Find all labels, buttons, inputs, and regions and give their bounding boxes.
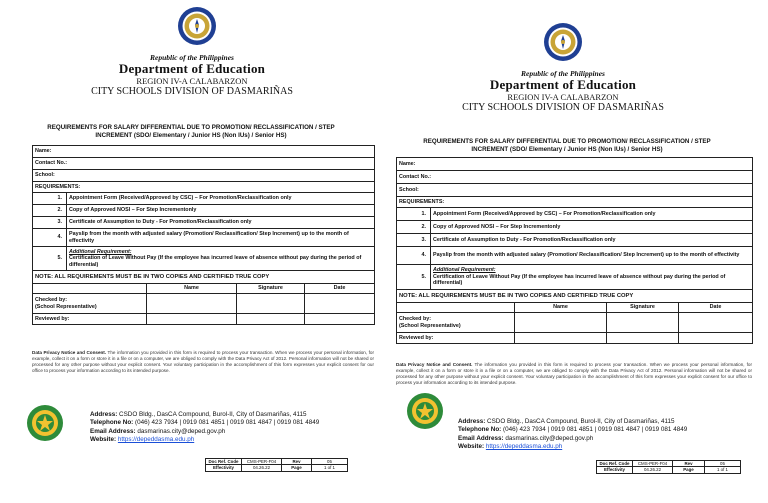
department-name: Department of Education	[489, 77, 637, 92]
col-date-header: Date	[305, 284, 375, 294]
region-name: REGION IV-A CALABARZON	[507, 92, 619, 102]
division-logo-icon	[26, 404, 64, 442]
requirement-item: Copy of Approved NOSI – For Step Incrementonly	[67, 205, 375, 217]
reviewed-by-date-cell[interactable]	[305, 314, 375, 325]
page-value: 1 of 1	[705, 467, 741, 473]
school-rep-text: (School Representative)	[35, 303, 97, 310]
checked-by-label	[397, 313, 515, 333]
division-name: CITY SCHOOLS DIVISION OF DASMARIÑAS	[462, 102, 664, 113]
division-logo-icon	[406, 392, 444, 430]
school-rep-text: (School Representative)	[399, 322, 461, 329]
requirement-item: Payslip from the month with adjusted salary (Promotion/ Reclassification/ Step Increment) up to the month of effectivity	[67, 229, 375, 247]
email-value: dasmarinas.city@deped.gov.ph	[505, 434, 594, 442]
contact-info	[458, 418, 758, 452]
col-name-header: Name	[147, 284, 237, 294]
privacy-notice	[396, 362, 752, 386]
contact-info	[90, 411, 380, 445]
reviewed-by-label: Reviewed by:	[33, 314, 147, 325]
address-label: Address:	[90, 411, 118, 418]
copies-note: NOTE: ALL REQUIREMENTS MUST BE IN TWO COPIES AND CERTIFIED TRUE COPY	[397, 290, 753, 303]
reviewed-by-date-cell[interactable]	[679, 333, 753, 344]
req-number: 3.	[397, 234, 431, 247]
school-field[interactable]: School:	[397, 184, 753, 197]
req-number: 5.	[397, 265, 431, 290]
checked-by-name-cell[interactable]	[147, 294, 237, 314]
division-name: CITY SCHOOLS DIVISION OF DASMARIÑAS	[91, 86, 293, 97]
col-date-header: Date	[679, 303, 753, 313]
req-number: 2.	[397, 221, 431, 234]
form-title-line1: REQUIREMENTS FOR SALARY DIFFERENTIAL DUE TO PROMOTION/ RECLASSIFICATION / STEP	[47, 124, 335, 131]
checked-by-label	[33, 294, 147, 314]
req-number: 1.	[397, 208, 431, 221]
telephone-label: Telephone No:	[458, 426, 502, 434]
privacy-heading: Data Privacy Notice and Consent.	[32, 350, 107, 355]
deped-seal-icon	[177, 6, 217, 46]
address-label: Address:	[458, 418, 486, 425]
reviewed-by-name-cell[interactable]	[515, 333, 607, 344]
effectivity-label: Effectivity	[597, 467, 633, 473]
req-number: 2.	[33, 205, 67, 217]
doc-code-value: CMS-PER-F04	[242, 459, 282, 465]
privacy-notice	[32, 350, 374, 374]
doc-code-label: Doc Ref. Code	[597, 461, 633, 467]
requirement-item	[67, 247, 375, 271]
rev-label: Rev	[673, 461, 705, 467]
requirements-label: REQUIREMENTS:	[397, 197, 753, 208]
telephone-label: Telephone No:	[90, 419, 134, 427]
contact-field[interactable]: Contact No.:	[397, 171, 753, 184]
school-field[interactable]: School:	[33, 170, 375, 182]
checked-by-text: Checked by:	[399, 316, 432, 323]
effectivity-value: 04.26.22	[242, 465, 282, 471]
col-signature-header: Signature	[237, 284, 305, 294]
requirement-item: Appointment Form (Received/Approved by CSC) – For Promotion/Reclassification only	[67, 193, 375, 205]
telephone-value: (046) 423 7934 | 0919 081 4851 | 0919 081 4847 | 0919 081 4849	[503, 426, 688, 434]
doc-code-label: Doc Ref. Code	[206, 459, 242, 465]
website-link[interactable]: https://depeddasma.edu.ph	[117, 436, 195, 444]
checked-by-signature-cell[interactable]	[607, 313, 679, 333]
req-number: 1.	[33, 193, 67, 205]
letterhead	[67, 53, 317, 97]
reviewed-by-label: Reviewed by:	[397, 333, 515, 344]
reviewed-by-signature-cell[interactable]	[607, 333, 679, 344]
additional-requirement-text: Certification of Leave Without Pay (If the employee has incurred leave of absence without pay during the period of differential)	[69, 255, 362, 268]
privacy-body: The information you provided in this form is required to process your transaction. When we process your personal information, for example, collect it on a form or store it in a file or on a computer, we are obliged to comply with the Data Privacy Act of 2012. Personal information will not be shared or processed for any other purpose without your explicit consent. Your voluntary participation in the accomplishment of this form expresses your explicit consent for our office to process your information according to its intended purpose.	[32, 350, 374, 373]
checked-by-name-cell[interactable]	[515, 313, 607, 333]
telephone-value: (046) 423 7934 | 0919 081 4851 | 0919 081 4847 | 0919 081 4849	[135, 419, 320, 427]
republic-text: Republic of the Philippines	[521, 69, 605, 78]
email-value: dasmarinas.city@deped.gov.ph	[137, 427, 226, 435]
name-field[interactable]: Name:	[33, 146, 375, 158]
req-number: 4.	[33, 229, 67, 247]
reviewed-by-signature-cell[interactable]	[237, 314, 305, 325]
rev-value: 05	[705, 461, 741, 467]
form-title-line2: INCREMENT (SDO/ Elementary / Junior HS (Non IUs) / Senior HS)	[471, 145, 663, 153]
requirement-item: Certificate of Assumption to Duty - For Promotion/Reclassification only	[67, 217, 375, 229]
effectivity-label: Effectivity	[206, 465, 242, 471]
deped-seal-icon	[543, 22, 583, 62]
checked-by-text: Checked by:	[35, 297, 68, 304]
rev-value: 05	[312, 459, 348, 465]
website-label: Website:	[90, 436, 117, 444]
doc-ref-table	[205, 458, 348, 472]
copies-note: NOTE: ALL REQUIREMENTS MUST BE IN TWO COPIES AND CERTIFIED TRUE COPY	[33, 271, 375, 284]
col-name-header: Name	[515, 303, 607, 313]
requirement-item: Copy of Approved NOSI – For Step Incrementonly	[431, 221, 753, 234]
doc-code-value: CMS-PER-F04	[633, 461, 673, 467]
req-number: 3.	[33, 217, 67, 229]
page-value: 1 of 1	[312, 465, 348, 471]
checked-by-signature-cell[interactable]	[237, 294, 305, 314]
reviewed-by-name-cell[interactable]	[147, 314, 237, 325]
effectivity-value: 04.26.22	[633, 467, 673, 473]
col-signature-header: Signature	[607, 303, 679, 313]
form-page-right	[384, 0, 768, 503]
form-title	[398, 138, 736, 153]
additional-requirement-text: Certification of Leave Without Pay (If the employee has incurred leave of absence without pay during the period of differential)	[433, 273, 726, 287]
website-link[interactable]: https://depeddasma.edu.ph	[485, 443, 563, 451]
page-label: Page	[673, 467, 705, 473]
form-title	[30, 124, 352, 139]
website-label: Website:	[458, 443, 485, 451]
requirements-label: REQUIREMENTS:	[33, 182, 375, 193]
republic-text: Republic of the Philippines	[150, 53, 234, 62]
email-label: Email Address:	[458, 434, 504, 442]
req-number: 5.	[33, 247, 67, 271]
region-name: REGION IV-A CALABARZON	[136, 76, 248, 86]
name-field[interactable]: Name:	[397, 158, 753, 171]
requirements-form-table	[32, 145, 375, 325]
rev-label: Rev	[282, 459, 312, 465]
additional-requirement-heading: Additional Requirement:	[69, 248, 132, 255]
page-label: Page	[282, 465, 312, 471]
additional-requirement-heading: Additional Requirement:	[433, 267, 496, 274]
letterhead	[438, 69, 688, 113]
privacy-heading: Data Privacy Notice and Consent.	[396, 362, 473, 367]
department-name: Department of Education	[118, 61, 266, 76]
requirement-item: Appointment Form (Received/Approved by CSC) – For Promotion/Reclassification only	[431, 208, 753, 221]
contact-field[interactable]: Contact No.:	[33, 158, 375, 170]
requirements-form-table	[396, 157, 753, 344]
requirement-item: Certificate of Assumption to Duty - For Promotion/Reclassification only	[431, 234, 753, 247]
privacy-body: The information you provided in this form is required to process your transaction. When we process your personal information, for example, collect it on a form or store it in a file or on a computer, we are obliged to comply with the Data Privacy Act of 2012. Personal information will not be shared or processed for any other purpose without your explicit consent. Your voluntary participation in the accomplishment of this form expresses your explicit consent for our office to process your information according to its intended purpose.	[396, 362, 752, 385]
requirement-item: Payslip from the month with adjusted salary (Promotion/ Reclassification/ Step Increment) up to the month of effectivity	[431, 247, 753, 265]
form-title-line2: INCREMENT (SDO/ Elementary / Junior HS (Non IUs) / Senior HS)	[95, 131, 287, 139]
doc-ref-table	[596, 460, 741, 474]
checked-by-date-cell[interactable]	[305, 294, 375, 314]
address-value: CSDO Bldg., DasCA Compound, Burol-II, City of Dasmariñas, 4115	[119, 411, 307, 418]
checked-by-date-cell[interactable]	[679, 313, 753, 333]
requirement-item	[431, 265, 753, 290]
req-number: 4.	[397, 247, 431, 265]
address-value: CSDO Bldg., DasCA Compound, Burol-II, City of Dasmariñas, 4115	[487, 418, 675, 425]
form-title-line1: REQUIREMENTS FOR SALARY DIFFERENTIAL DUE TO PROMOTION/ RECLASSIFICATION / STEP	[423, 138, 711, 145]
email-label: Email Address:	[90, 427, 136, 435]
